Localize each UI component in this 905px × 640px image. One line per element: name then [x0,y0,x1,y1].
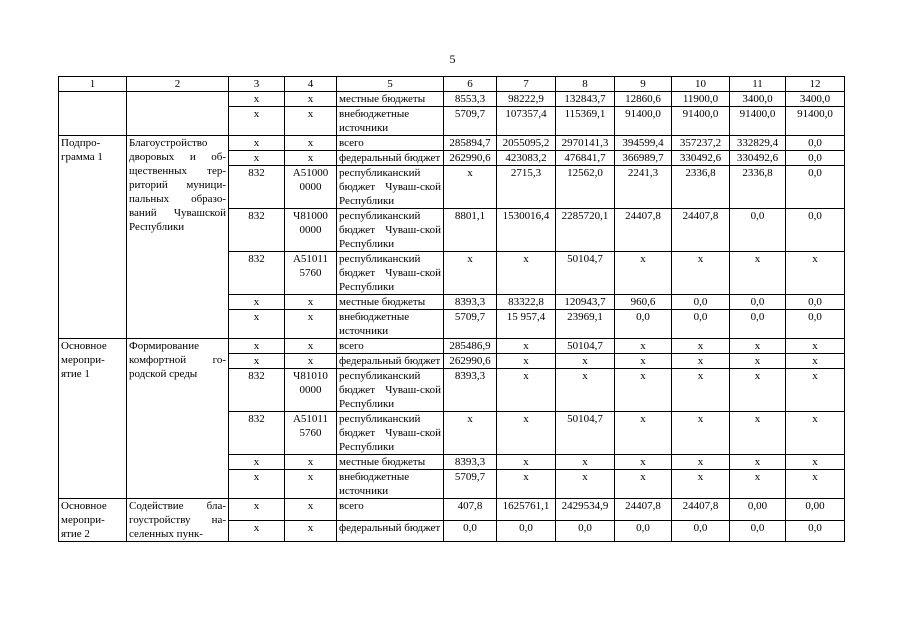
funding-source: республиканский бюджет Чуваш-ской Республики [337,166,444,209]
value-cell: х [615,369,672,412]
value-cell: 476841,7 [556,151,615,166]
value-cell: 407,8 [444,499,497,521]
value-cell: 330492,6 [730,151,786,166]
value-cell: 12562,0 [556,166,615,209]
classifier-code: х [285,295,337,310]
value-cell: х [730,455,786,470]
value-cell: 11900,0 [672,92,730,107]
column-header: 10 [672,77,730,92]
classifier-code: х [285,92,337,107]
value-cell: 394599,4 [615,136,672,151]
grbs-code: х [229,295,285,310]
name-cell [127,92,229,136]
value-cell: х [497,354,556,369]
value-cell: х [730,412,786,455]
value-cell: х [786,455,845,470]
value-cell: 8393,3 [444,295,497,310]
column-header: 12 [786,77,845,92]
value-cell: 262990,6 [444,151,497,166]
value-cell: 83322,8 [497,295,556,310]
value-cell: 0,0 [672,520,730,542]
table-row [59,92,845,107]
value-cell: 2336,8 [730,166,786,209]
value-cell: х [556,455,615,470]
value-cell: 15 957,4 [497,310,556,339]
value-cell: х [615,455,672,470]
value-cell: 24407,8 [672,209,730,252]
status-cell: Основное меропри-ятие 1 [59,339,127,499]
value-cell: х [672,412,730,455]
value-cell: х [730,369,786,412]
value-cell: 0,0 [444,520,497,542]
value-cell: 120943,7 [556,295,615,310]
status-cell: Подпро-грамма 1 [59,136,127,339]
value-cell: 8801,1 [444,209,497,252]
classifier-code: х [285,136,337,151]
grbs-code: 832 [229,209,285,252]
grbs-code: х [229,499,285,521]
value-cell: х [730,339,786,354]
value-cell: 2715,3 [497,166,556,209]
value-cell: 91400,0 [786,107,845,136]
value-cell: 5709,7 [444,310,497,339]
classifier-code: А51000 0000 [285,166,337,209]
funding-source: местные бюджеты [337,455,444,470]
value-cell: х [615,412,672,455]
value-cell: 0,00 [730,499,786,521]
value-cell: 2285720,1 [556,209,615,252]
grbs-code: х [229,151,285,166]
value-cell: 0,0 [786,520,845,542]
funding-source: федеральный бюджет [337,354,444,369]
funding-source: местные бюджеты [337,295,444,310]
value-cell: 115369,1 [556,107,615,136]
grbs-code: х [229,470,285,499]
grbs-code: х [229,310,285,339]
value-cell: х [444,412,497,455]
value-cell: 50104,7 [556,252,615,295]
classifier-code: х [285,354,337,369]
value-cell: х [786,470,845,499]
value-cell: х [786,369,845,412]
value-cell: 0,0 [786,166,845,209]
value-cell: х [497,339,556,354]
value-cell: 24407,8 [672,499,730,521]
column-header: 2 [127,77,229,92]
classifier-code: А51011 5760 [285,412,337,455]
funding-source: внебюджетные источники [337,310,444,339]
value-cell: 332829,4 [730,136,786,151]
value-cell: 285894,7 [444,136,497,151]
value-cell: 0,0 [730,310,786,339]
funding-source: республиканский бюджет Чуваш-ской Республики [337,412,444,455]
value-cell: 12860,6 [615,92,672,107]
value-cell: 91400,0 [615,107,672,136]
column-header: 7 [497,77,556,92]
value-cell: 2055095,2 [497,136,556,151]
value-cell: х [615,354,672,369]
grbs-code: х [229,107,285,136]
column-header: 5 [337,77,444,92]
value-cell: 366989,7 [615,151,672,166]
value-cell: 0,0 [730,520,786,542]
column-header: 1 [59,77,127,92]
value-cell: 262990,6 [444,354,497,369]
value-cell: х [672,354,730,369]
value-cell: 0,0 [730,209,786,252]
column-header: 9 [615,77,672,92]
value-cell: х [672,339,730,354]
classifier-code: х [285,339,337,354]
value-cell: 2241,3 [615,166,672,209]
value-cell: х [497,455,556,470]
value-cell: 107357,4 [497,107,556,136]
value-cell: 0,0 [672,310,730,339]
value-cell: х [730,470,786,499]
grbs-code: х [229,92,285,107]
value-cell: 91400,0 [730,107,786,136]
value-cell: х [497,252,556,295]
value-cell: 0,0 [556,520,615,542]
funding-source: всего [337,499,444,521]
classifier-code: х [285,151,337,166]
column-header: 11 [730,77,786,92]
value-cell: х [786,354,845,369]
value-cell: 423083,2 [497,151,556,166]
value-cell: х [497,412,556,455]
funding-source: внебюджетные источники [337,107,444,136]
value-cell: 0,0 [786,209,845,252]
classifier-code: А51011 5760 [285,252,337,295]
value-cell: 91400,0 [672,107,730,136]
value-cell: 50104,7 [556,412,615,455]
classifier-code: х [285,520,337,542]
funding-source: федеральный бюджет [337,151,444,166]
column-header: 3 [229,77,285,92]
value-cell: 24407,8 [615,499,672,521]
funding-source: республиканский бюджет Чуваш-ской Республики [337,369,444,412]
grbs-code: 832 [229,412,285,455]
classifier-code: Ч81010 0000 [285,369,337,412]
value-cell: 0,0 [786,310,845,339]
value-cell: 5709,7 [444,470,497,499]
column-header: 4 [285,77,337,92]
value-cell: 3400,0 [786,92,845,107]
value-cell: 0,0 [730,295,786,310]
value-cell: х [786,339,845,354]
funding-source: местные бюджеты [337,92,444,107]
table-row [59,499,845,521]
value-cell: х [672,470,730,499]
value-cell: 50104,7 [556,339,615,354]
value-cell: 0,0 [615,310,672,339]
grbs-code: 832 [229,166,285,209]
value-cell: 8393,3 [444,369,497,412]
classifier-code: х [285,499,337,521]
value-cell: 1625761,1 [497,499,556,521]
value-cell: 330492,6 [672,151,730,166]
grbs-code: х [229,455,285,470]
value-cell: 24407,8 [615,209,672,252]
classifier-code: х [285,455,337,470]
value-cell: х [497,470,556,499]
value-cell: х [444,252,497,295]
value-cell: 0,0 [672,295,730,310]
value-cell: х [672,369,730,412]
value-cell: 2429534,9 [556,499,615,521]
value-cell: х [497,369,556,412]
funding-source: всего [337,339,444,354]
value-cell: х [556,369,615,412]
column-header: 8 [556,77,615,92]
funding-source: федеральный бюджет [337,520,444,542]
budget-table [58,76,845,542]
value-cell: 2336,8 [672,166,730,209]
value-cell: 8393,3 [444,455,497,470]
value-cell: 23969,1 [556,310,615,339]
classifier-code: х [285,107,337,136]
value-cell: х [786,252,845,295]
value-cell: 8553,3 [444,92,497,107]
value-cell: х [730,354,786,369]
value-cell: 98222,9 [497,92,556,107]
table-row [59,339,845,354]
value-cell: х [615,252,672,295]
funding-source: республиканский бюджет Чуваш-ской Республики [337,252,444,295]
value-cell: 0,0 [786,295,845,310]
grbs-code: 832 [229,252,285,295]
value-cell: 0,0 [786,151,845,166]
value-cell: х [615,470,672,499]
column-header: 6 [444,77,497,92]
value-cell: 3400,0 [730,92,786,107]
value-cell: х [730,252,786,295]
table-header-row [59,77,845,92]
classifier-code: Ч81000 0000 [285,209,337,252]
value-cell: 132843,7 [556,92,615,107]
table-row [59,136,845,151]
value-cell: 0,0 [786,136,845,151]
grbs-code: х [229,520,285,542]
funding-source: всего [337,136,444,151]
status-cell: Основное меропри-ятие 2 [59,499,127,542]
funding-source: внебюджетные источники [337,470,444,499]
status-cell [59,92,127,136]
value-cell: х [672,455,730,470]
value-cell: 1530016,4 [497,209,556,252]
value-cell: х [444,166,497,209]
value-cell: 960,6 [615,295,672,310]
value-cell: х [672,252,730,295]
classifier-code: х [285,470,337,499]
name-cell: Содействие бла-гоустройству на-селенных пунк- [127,499,229,542]
grbs-code: х [229,136,285,151]
funding-source: республиканский бюджет Чуваш-ской Республики [337,209,444,252]
grbs-code: х [229,354,285,369]
grbs-code: х [229,339,285,354]
value-cell: 0,0 [615,520,672,542]
name-cell: Благоустройство дворовых и об-щественных тер-риторий муници-пальных образо-ваний Чувашской Республики [127,136,229,339]
value-cell: 2970141,3 [556,136,615,151]
value-cell: х [786,412,845,455]
value-cell: 5709,7 [444,107,497,136]
value-cell: х [615,339,672,354]
name-cell: Формирование комфортной го-родской среды [127,339,229,499]
value-cell: х [556,354,615,369]
grbs-code: 832 [229,369,285,412]
value-cell: 285486,9 [444,339,497,354]
page-number: 5 [449,52,456,66]
value-cell: х [556,470,615,499]
classifier-code: х [285,310,337,339]
value-cell: 357237,2 [672,136,730,151]
value-cell: 0,0 [497,520,556,542]
value-cell: 0,00 [786,499,845,521]
